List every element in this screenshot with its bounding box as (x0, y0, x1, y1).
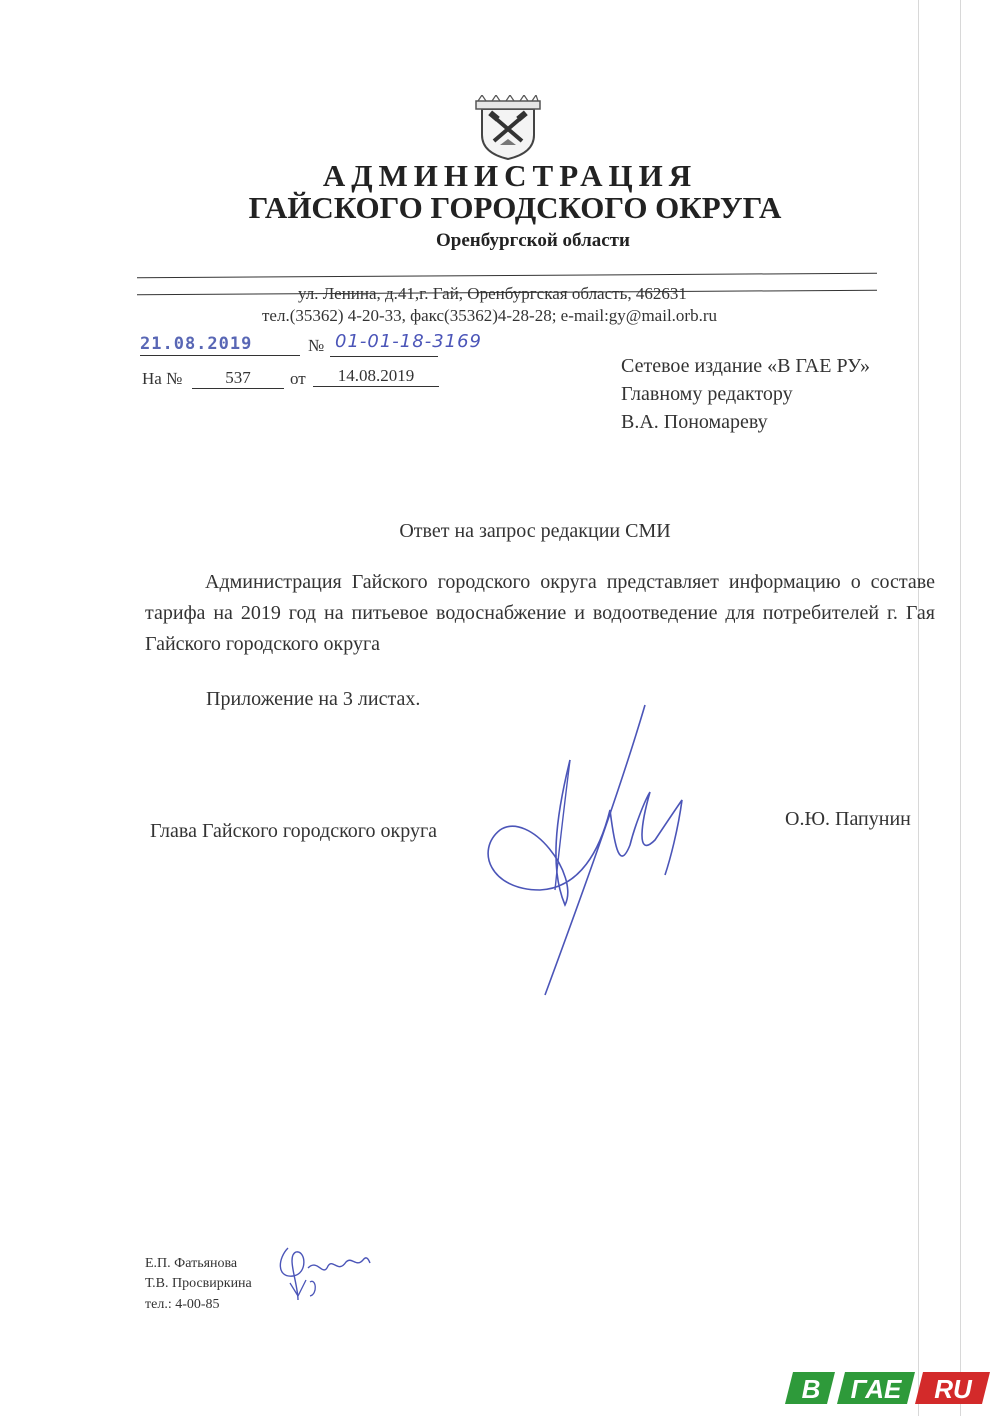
coat-of-arms-icon (472, 95, 544, 161)
executor-phone: тел.: 4-00-85 (145, 1297, 220, 1312)
executor-name-1: Е.П. Фатьянова (145, 1256, 238, 1271)
watermark-part-3: RU (934, 1374, 972, 1404)
registration-date-field (140, 334, 300, 354)
letterhead-divider (137, 273, 877, 279)
date-underline (140, 355, 300, 356)
letter-paragraph: Администрация Гайского городского округа представляет информацию о составе тарифа на 2019 год на питьевое водоснабжение и водоотведение для потребителей г. Гая Гайского городского округа (145, 571, 935, 655)
registration-date-stamp: 21.08.2019 (140, 334, 253, 354)
watermark-part-2: ГАЕ (850, 1374, 902, 1404)
initials-signature (268, 1238, 378, 1308)
letter-subject: Ответ на запрос редакции СМИ (399, 520, 671, 542)
reference-date: 14.08.2019 (313, 366, 439, 387)
letter-body (145, 567, 935, 660)
reference-label: На № (142, 369, 183, 388)
organization-region: Оренбургской области (436, 230, 630, 251)
attachment-note: Приложение на 3 листах. (206, 688, 421, 710)
executor-name-2: Т.В. Просвиркина (145, 1276, 252, 1291)
signatory-name: О.Ю. Папунин (785, 808, 911, 830)
organization-title: АДМИНИСТРАЦИЯ (322, 158, 698, 193)
reference-from-label: от (290, 369, 306, 388)
recipient-name: В.А. Пономареву (621, 411, 768, 433)
reference-number: 537 (192, 368, 284, 389)
registration-number-label: № (308, 336, 325, 355)
signatory-position: Глава Гайского городского округа (150, 820, 438, 842)
contacts-line: тел.(35362) 4-20-33, факс(35362)4-28-28; e-mail:gy@mail.orb.ru (262, 306, 717, 325)
site-watermark-logo (785, 1370, 990, 1406)
recipient-block (621, 352, 870, 436)
registration-number-handwritten: 01-01-18-3169 (335, 331, 483, 352)
handwritten-signature (470, 700, 710, 1000)
recipient-organization: Сетевое издание «В ГАЕ РУ» (621, 355, 870, 377)
watermark-part-1: В (801, 1374, 821, 1404)
organization-name: ГАЙСКОГО ГОРОДСКОГО ОКРУГА (248, 190, 782, 225)
number-underline (330, 356, 438, 357)
address-line: ул. Ленина, д.41,г. Гай, Оренбургская область, 462631 (298, 284, 687, 303)
recipient-position: Главному редактору (621, 383, 793, 405)
